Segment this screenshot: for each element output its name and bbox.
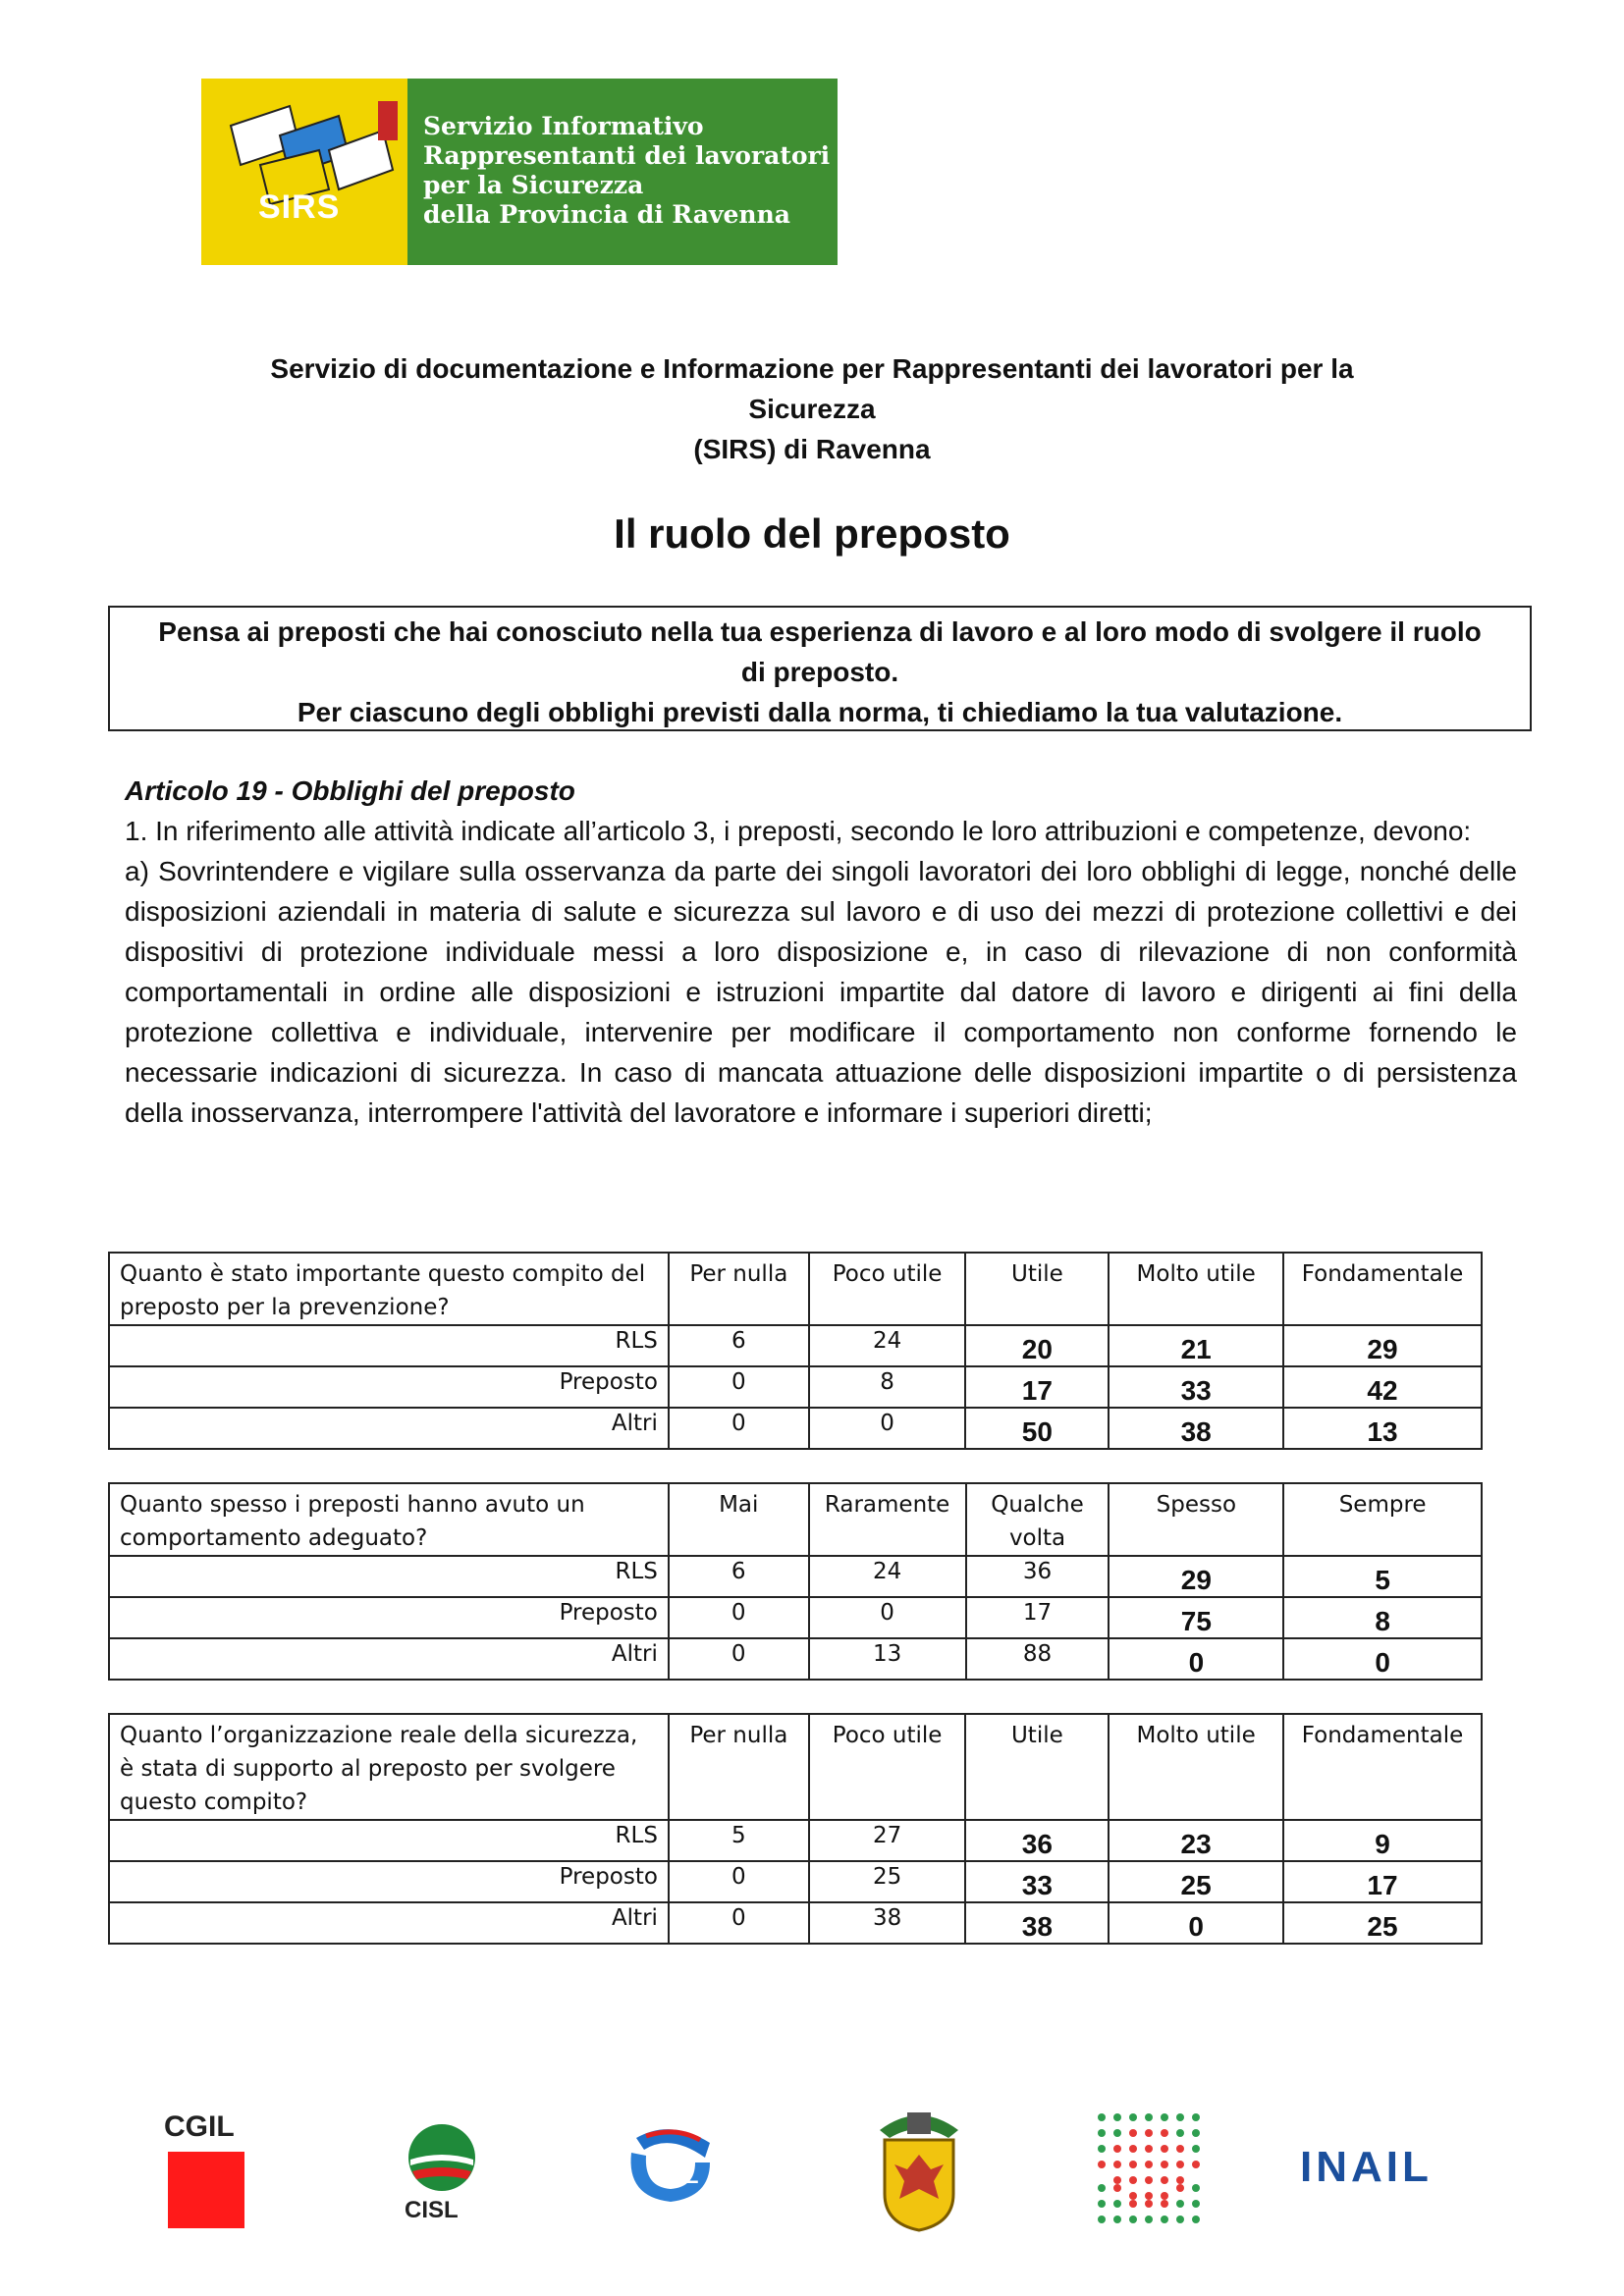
sirs-logo (201, 79, 838, 265)
table-cell: 17 (966, 1597, 1110, 1638)
cisl-text: CISL (405, 2197, 459, 2223)
logo-line-2: Rappresentanti dei lavoratori (423, 141, 831, 170)
cgil-text: CGIL (164, 2110, 235, 2143)
table-cell: 38 (1109, 1408, 1283, 1449)
table-cell: 88 (966, 1638, 1110, 1680)
row-label: Altri (109, 1638, 669, 1680)
province-crest-logo (870, 2101, 968, 2233)
table-cell: 9 (1283, 1820, 1482, 1861)
table-cell: 33 (1109, 1366, 1283, 1408)
table-cell: 0 (669, 1597, 809, 1638)
page-title: Il ruolo del preposto (614, 510, 1010, 557)
table-header: Sempre (1283, 1483, 1482, 1556)
cgil-logo (164, 2110, 247, 2228)
table-cell: 25 (1283, 1902, 1482, 1944)
crest-icon (870, 2101, 968, 2233)
table-cell: 13 (1283, 1408, 1482, 1449)
intro-box (108, 606, 1532, 731)
table-cell: 0 (809, 1408, 966, 1449)
dotted-logo (1090, 2106, 1216, 2231)
intro-line-2: di preposto. (740, 657, 899, 687)
row-label: Altri (109, 1408, 669, 1449)
row-label: Altri (109, 1902, 669, 1944)
uil-emblem-icon (617, 2118, 725, 2226)
table-cell: 17 (965, 1366, 1109, 1408)
table-header: Fondamentale (1283, 1253, 1482, 1325)
table-cell: 24 (809, 1556, 966, 1597)
table-row (109, 1638, 1482, 1680)
table-cell: 29 (1283, 1325, 1482, 1366)
table-cell: 6 (669, 1556, 809, 1597)
table-cell: 0 (809, 1597, 966, 1638)
table-header: Utile (965, 1714, 1109, 1820)
table-cell: 29 (1109, 1556, 1283, 1597)
uil-text: UIL (664, 2163, 699, 2188)
table-cell: 0 (669, 1408, 809, 1449)
intro-line-1: Pensa ai preposti che hai conosciuto nella tua esperienza di lavoro e al loro modo di svolgere il ruolo (158, 616, 1482, 647)
table-cell: 50 (965, 1408, 1109, 1449)
row-label: RLS (109, 1325, 669, 1366)
table-cell: 25 (1109, 1861, 1283, 1902)
table-cell: 36 (965, 1820, 1109, 1861)
table-cell: 0 (1109, 1638, 1283, 1680)
table-header: Poco utile (809, 1253, 966, 1325)
table-header: Poco utile (809, 1714, 966, 1820)
table-row (109, 1902, 1482, 1944)
cisl-logo (405, 2120, 479, 2228)
cisl-emblem-icon (405, 2120, 479, 2195)
row-label: RLS (109, 1556, 669, 1597)
table-question: Quanto spesso i preposti hanno avuto un comportamento adeguato? (109, 1483, 669, 1556)
logo-line-4: della Provincia di Ravenna (423, 200, 790, 229)
survey-table-importance (108, 1252, 1483, 1450)
article-text (125, 771, 1517, 1133)
row-label: RLS (109, 1820, 669, 1861)
table-cell: 0 (669, 1366, 809, 1408)
uil-logo (617, 2118, 725, 2226)
table-row (109, 1366, 1482, 1408)
table-cell: 0 (669, 1861, 809, 1902)
table-header: Spesso (1109, 1483, 1283, 1556)
logo-line-3: per la Sicurezza (423, 171, 644, 199)
intro-line-3: Per ciascuno degli obblighi previsti dalla norma, ti chiediamo la tua valutazione. (297, 697, 1343, 727)
table-cell: 5 (669, 1820, 809, 1861)
table-row (109, 1597, 1482, 1638)
table-question: Quanto è stato importante questo compito del preposto per la prevenzione? (109, 1253, 669, 1325)
article-paragraph-1: 1. In riferimento alle attività indicate all’articolo 3, i preposti, secondo le loro attribuzioni e competenze, devono: (125, 816, 1472, 846)
table-cell: 0 (669, 1638, 809, 1680)
logo-text (423, 112, 830, 230)
subtitle-line-1: Servizio di documentazione e Informazione per Rappresentanti dei lavoratori per la (270, 353, 1354, 384)
table-row (109, 1820, 1482, 1861)
logo-line-1: Servizio Informativo (423, 112, 704, 140)
article-title: Articolo 19 - Obblighi del preposto (125, 775, 575, 806)
table-cell: 6 (669, 1325, 809, 1366)
table-cell: 23 (1109, 1820, 1283, 1861)
article-paragraph-2: a) Sovrintendere e vigilare sulla osservanza da parte dei singoli lavoratori dei loro obblighi di legge, nonché delle disposizioni aziendali in materia di salute e sicurezza sul lavoro e di uso dei mezzi di protezione collettivi e dei dispositivi di protezione individuale messi a loro disposizione e, in caso di rilevazione di non conformità comportamentali in ordine alle disposizioni e istruzioni impartite dal datore di lavoro e dirigenti ai fini della protezione collettiva e individuale, intervenire per modificare il comportamento non conforme fornendo le necessarie indicazioni di sicurezza. In caso di mancata attuazione delle disposizioni impartite o di persistenza della inosservanza, interrompere l'attività del lavoratore e informare i superiori diretti; (125, 856, 1517, 1128)
inail-logo: INAIL (1300, 2143, 1433, 2191)
subtitle-line-3: (SIRS) di Ravenna (693, 434, 931, 464)
table-header: Qualche volta (966, 1483, 1110, 1556)
table-header: Molto utile (1109, 1253, 1283, 1325)
table-cell: 75 (1109, 1597, 1283, 1638)
table-cell: 33 (965, 1861, 1109, 1902)
table-cell: 42 (1283, 1366, 1482, 1408)
table-cell: 8 (809, 1366, 966, 1408)
table-header: Mai (669, 1483, 809, 1556)
table-cell: 0 (1109, 1902, 1283, 1944)
table-header: Molto utile (1109, 1714, 1283, 1820)
table-row (109, 1556, 1482, 1597)
table-cell: 25 (809, 1861, 966, 1902)
table-cell: 21 (1109, 1325, 1283, 1366)
table-cell: 5 (1283, 1556, 1482, 1597)
table-row (109, 1325, 1482, 1366)
row-label: Preposto (109, 1597, 669, 1638)
survey-table-support (108, 1713, 1483, 1945)
table-header: Raramente (809, 1483, 966, 1556)
table-cell: 24 (809, 1325, 966, 1366)
table-cell: 13 (809, 1638, 966, 1680)
subtitle-line-2: Sicurezza (748, 394, 876, 424)
dots-grid-icon (1090, 2106, 1216, 2231)
cgil-red-square (168, 2152, 244, 2228)
table-cell: 36 (966, 1556, 1110, 1597)
table-row (109, 1408, 1482, 1449)
row-label: Preposto (109, 1366, 669, 1408)
table-header: Utile (965, 1253, 1109, 1325)
table-header: Per nulla (669, 1253, 809, 1325)
row-label: Preposto (109, 1861, 669, 1902)
table-question: Quanto l’organizzazione reale della sicurezza, è stata di supporto al preposto per svolgere questo compito? (109, 1714, 669, 1820)
table-row (109, 1861, 1482, 1902)
table-cell: 0 (1283, 1638, 1482, 1680)
document-subtitle (0, 348, 1624, 469)
table-cell: 38 (965, 1902, 1109, 1944)
table-header: Fondamentale (1283, 1714, 1482, 1820)
table-cell: 20 (965, 1325, 1109, 1366)
table-cell: 0 (669, 1902, 809, 1944)
table-cell: 8 (1283, 1597, 1482, 1638)
survey-table-frequency (108, 1482, 1483, 1681)
sirs-acronym: SIRS (258, 188, 341, 226)
table-header: Per nulla (669, 1714, 809, 1820)
table-cell: 27 (809, 1820, 966, 1861)
table-cell: 38 (809, 1902, 966, 1944)
table-cell: 17 (1283, 1861, 1482, 1902)
